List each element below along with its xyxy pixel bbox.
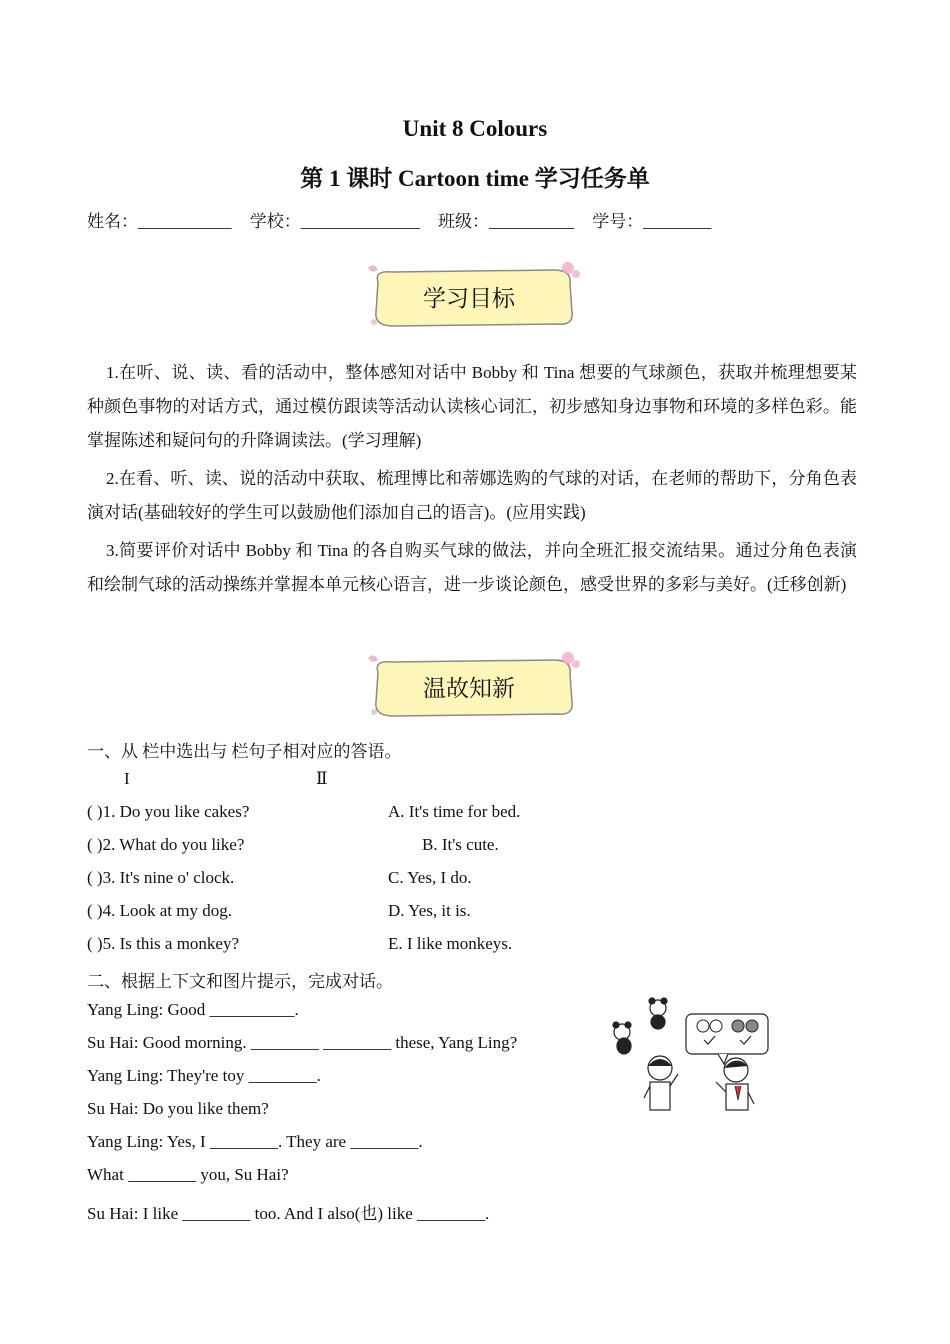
dialogue-line-3: Yang Ling: They're toy ________. (87, 1066, 321, 1085)
question-5: ( )5. Is this a monkey? (87, 934, 240, 953)
dialogue-line-4: Su Hai: Do you like them? (87, 1099, 269, 1118)
dialogue-line-1: Yang Ling: Good __________. (87, 1000, 299, 1019)
banner-label: 学习目标 (423, 286, 515, 312)
answer-e: E. I like monkeys. (388, 934, 513, 953)
student-info-line (87, 207, 725, 232)
part1-instruction: 一、从 栏中选出与 栏句子相对应的答语。 (87, 742, 402, 761)
goal-paragraph-2: 2.在看、听、读、说的活动中获取、梳理博比和蒂娜选购的气球的对话，在老师的帮助下，分角色表演对话(基础较好的学生可以鼓励他们添加自己的语言)。(应用实践) (87, 469, 857, 522)
question-3: ( )3. It's nine o' clock. (87, 868, 235, 887)
answer-b: B. It's cute. (422, 835, 499, 854)
answer-c: C. Yes, I do. (388, 868, 472, 887)
answer-a: A. It's time for bed. (388, 802, 521, 821)
dialogue-illustration (608, 996, 778, 1116)
goal-paragraph-1: 1.在听、说、读、看的活动中，整体感知对话中 Bobby 和 Tina 想要的气球颜色，获取并梳理想要某种颜色事物的对话方式，通过模仿跟读等活动认读核心词汇，初步感知身边事物和环境的多样色彩。能掌握陈述和疑问句的升降调读法。(学习理解) (87, 363, 857, 450)
column-header-2: Ⅱ (316, 769, 328, 788)
student-number-field: 学号：________ (592, 212, 712, 231)
banner-label: 温故知新 (423, 676, 515, 702)
page-subtitle: 第 1 课时 Cartoon time 学习任务单 (300, 166, 650, 191)
dialogue-line-7: Su Hai: I like ________ too. And I also(也) like ________. (87, 1204, 490, 1223)
column-header-1: I (124, 769, 130, 788)
section-banner-review (364, 652, 574, 724)
answer-d: D. Yes, it is. (388, 901, 471, 920)
dialogue-line-6: What ________ you, Su Hai? (87, 1165, 289, 1184)
part2-instruction: 二、根据上下文和图片提示，完成对话。 (87, 972, 393, 991)
school-field: 学校：______________ (249, 212, 420, 231)
goal-paragraph-3: 3.简要评价对话中 Bobby 和 Tina 的各自购买气球的做法，并向全班汇报交流结果。通过分角色表演和绘制气球的活动操练并掌握本单元核心语言，进一步谈论颜色，感受世界的多彩与美好。(迁移创新) (87, 541, 857, 594)
page-title: Unit 8 Colours (402, 116, 548, 141)
question-2: ( )2. What do you like? (87, 835, 245, 854)
dialogue-line-5: Yang Ling: Yes, I ________. They are ________. (87, 1132, 423, 1151)
question-1: ( )1. Do you like cakes? (87, 802, 250, 821)
kids-toys-icon (608, 996, 778, 1116)
name-field: 姓名：___________ (87, 212, 232, 231)
dialogue-line-2: Su Hai: Good morning. ________ ________ these, Yang Ling? (87, 1033, 518, 1052)
question-4: ( )4. Look at my dog. (87, 901, 232, 920)
section-banner-goals (364, 262, 574, 334)
class-field: 班级：__________ (438, 212, 574, 231)
